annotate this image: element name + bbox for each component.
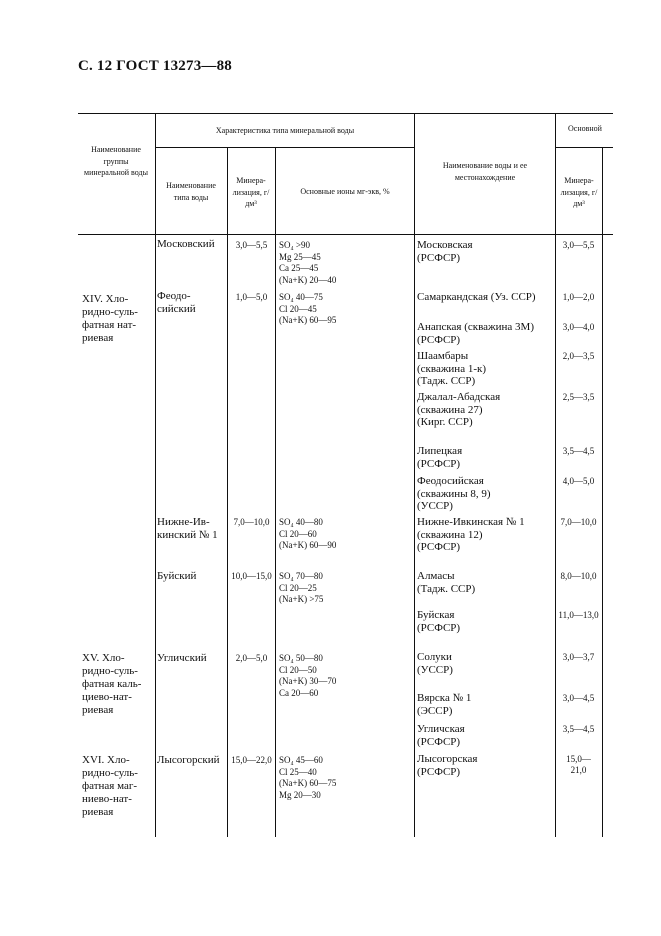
water-name-line: (РСФСР) bbox=[417, 333, 461, 346]
subheader-rule-left bbox=[155, 147, 414, 148]
type-ions bbox=[279, 240, 336, 286]
ion-line: (Na+K) 20—40 bbox=[279, 274, 337, 285]
water-mineralization-line: 3,5—4,5 bbox=[562, 446, 595, 456]
ion-line: Ca 20—60 bbox=[279, 687, 319, 698]
water-name-line: Московская bbox=[417, 239, 473, 251]
water-mineralization-line: 15,0— bbox=[566, 754, 591, 764]
water-mineralization bbox=[555, 610, 602, 621]
water-name-line: Вярска № 1 bbox=[417, 692, 472, 704]
water-name-line: (скважина 27) bbox=[417, 403, 483, 416]
ion-line: (Na+K) >75 bbox=[279, 594, 324, 604]
column-divider bbox=[155, 113, 156, 837]
type-name: Феодо-сийский bbox=[157, 290, 196, 315]
water-name-line: (Тадж. ССР) bbox=[417, 375, 476, 387]
water-mineralization-line: 8,0—10,0 bbox=[560, 571, 597, 581]
water-mineralization bbox=[555, 476, 602, 487]
page-header: С. 12 ГОСТ 13273—88 bbox=[78, 58, 232, 74]
header-water-name-location: Наименование воды и ее местонахождение bbox=[442, 161, 528, 182]
water-mineralization bbox=[555, 351, 602, 362]
ion-line: Ca 25—45 bbox=[279, 263, 319, 273]
water-name-line: Угличская bbox=[417, 723, 465, 735]
header-mineralization: Минера-лизация, г/дм³ bbox=[232, 176, 270, 208]
type-mineralization: 10,0—15,0 bbox=[231, 571, 272, 581]
water-name-line: (РСФСР) bbox=[417, 251, 461, 264]
water-name-line: Буйская bbox=[417, 609, 455, 621]
type-mineralization: 3,0—5,5 bbox=[235, 240, 268, 250]
water-mineralization bbox=[555, 693, 602, 704]
ion-line: Cl 20—50 bbox=[279, 664, 317, 675]
water-name bbox=[417, 516, 525, 554]
water-mineralization-line: 2,0—3,5 bbox=[562, 351, 595, 361]
subheader-rule-right bbox=[555, 147, 613, 148]
type-name: Московский bbox=[157, 238, 215, 250]
header-group-name: Наименование группы минеральной воды bbox=[84, 145, 148, 177]
ion-line: SO₄ 70—80 bbox=[279, 571, 323, 581]
water-name-line: (скважины 8, 9) bbox=[417, 487, 491, 500]
water-name-line: (РСФСР) bbox=[417, 621, 461, 634]
water-name bbox=[417, 239, 473, 264]
water-name-line: Липецкая bbox=[417, 445, 463, 457]
water-name bbox=[417, 570, 475, 595]
water-name-line: (Тадж. ССР) bbox=[417, 582, 476, 595]
type-name: Нижне-Ив-кинский № 1 bbox=[157, 516, 218, 541]
water-name-line: (РСФСР) bbox=[417, 735, 461, 748]
type-ions bbox=[279, 292, 336, 327]
water-mineralization-line: 1,0—2,0 bbox=[562, 292, 595, 302]
water-name-line: Нижне-Ивкинская № 1 bbox=[417, 516, 525, 528]
group-name: XIV. Хло-ридно-суль-фатная нат-риевая bbox=[82, 293, 138, 344]
water-mineralization bbox=[555, 240, 602, 251]
water-name-line: Лысогорская bbox=[417, 753, 478, 765]
type-ions bbox=[279, 755, 336, 801]
water-name bbox=[417, 753, 477, 778]
water-mineralization bbox=[555, 517, 602, 528]
water-name-line: Джалал-Абадская bbox=[417, 391, 501, 403]
water-mineralization bbox=[555, 446, 602, 457]
water-name-line: (РСФСР) bbox=[417, 457, 461, 470]
water-name bbox=[417, 692, 471, 717]
ion-line: SO₄ 45—60 bbox=[279, 755, 323, 765]
water-mineralization-line: 3,0—5,5 bbox=[562, 240, 595, 250]
type-ions bbox=[279, 571, 323, 606]
water-name-line: (РСФСР) bbox=[417, 541, 461, 553]
water-name-line: Шаамбары bbox=[417, 350, 469, 362]
water-name-line: (скважина 12) bbox=[417, 528, 483, 541]
header-bottom-rule bbox=[78, 234, 613, 235]
header-main-ions: Основные ионы мг-экв, % bbox=[300, 187, 390, 196]
type-name: Лысогорский bbox=[157, 754, 220, 766]
water-name-line: Самаркандская (Уз. ССР) bbox=[417, 291, 536, 303]
ion-line: SO₄ 40—75 bbox=[279, 292, 323, 302]
column-divider bbox=[414, 113, 415, 837]
water-name-line: Алмасы bbox=[417, 570, 455, 582]
type-mineralization: 7,0—10,0 bbox=[233, 517, 270, 527]
water-mineralization-line: 11,0—13,0 bbox=[558, 610, 599, 620]
table-top-rule bbox=[78, 113, 613, 114]
water-name bbox=[417, 291, 536, 304]
water-mineralization bbox=[555, 724, 602, 735]
group-name: XV. Хло-ридно-суль-фатная каль-циево-нат-риевая bbox=[82, 652, 142, 716]
ion-line: SO₄ >90 bbox=[279, 240, 310, 250]
type-mineralization: 15,0—22,0 bbox=[231, 755, 272, 765]
water-name-line: (ЭССР) bbox=[417, 704, 453, 717]
ion-line: Cl 20—45 bbox=[279, 303, 317, 314]
type-mineralization: 2,0—5,0 bbox=[235, 653, 268, 663]
group-name: XVI. Хло-ридно-суль-фатная маг-ниево-нат-риевая bbox=[82, 754, 138, 818]
type-mineralization: 1,0—5,0 bbox=[235, 292, 268, 302]
type-name: Буйский bbox=[157, 570, 197, 582]
ion-line: Mg 25—45 bbox=[279, 251, 321, 262]
water-name bbox=[417, 651, 453, 676]
ion-line: SO₄ 40—80 bbox=[279, 517, 323, 527]
water-name bbox=[417, 391, 500, 429]
header-type-characteristic: Характеристика типа минеральной воды bbox=[215, 126, 355, 135]
water-name-line: (РСФСР) bbox=[417, 765, 461, 778]
header-type-name: Наименование типа воды bbox=[166, 181, 216, 202]
ion-line: (Na+K) 60—75 bbox=[279, 778, 337, 788]
water-name bbox=[417, 321, 534, 346]
water-name-line: (УССР) bbox=[417, 663, 453, 676]
water-name bbox=[417, 723, 465, 748]
water-mineralization-line: 2,5—3,5 bbox=[562, 392, 595, 402]
water-mineralization-line: 21,0 bbox=[570, 765, 587, 775]
water-mineralization bbox=[555, 392, 602, 403]
water-mineralization bbox=[555, 292, 602, 303]
header-mineralization-2: Минера-лизация, г/дм³ bbox=[560, 176, 598, 208]
ion-line: (Na+K) 60—95 bbox=[279, 315, 337, 325]
water-mineralization-line: 3,0—3,7 bbox=[562, 652, 595, 662]
water-name-line: Анапская (скважина 3М) bbox=[417, 321, 534, 333]
water-mineralization-line: 7,0—10,0 bbox=[560, 517, 597, 527]
water-mineralization bbox=[555, 571, 602, 582]
ion-line: (Na+K) 30—70 bbox=[279, 676, 337, 686]
column-divider bbox=[275, 147, 276, 837]
type-ions bbox=[279, 517, 336, 552]
header-main-partial: Основной bbox=[568, 124, 602, 133]
water-name bbox=[417, 445, 462, 470]
water-name bbox=[417, 350, 486, 388]
ion-line: Cl 20—25 bbox=[279, 582, 317, 593]
column-divider bbox=[602, 147, 603, 837]
water-mineralization-line: 3,5—4,5 bbox=[562, 724, 595, 734]
water-mineralization-line: 4,0—5,0 bbox=[562, 476, 595, 486]
water-name-line: (Кирг. ССР) bbox=[417, 416, 473, 428]
ion-line: Cl 20—60 bbox=[279, 528, 317, 539]
water-name-line: Феодосийская bbox=[417, 475, 484, 487]
ion-line: (Na+K) 60—90 bbox=[279, 540, 337, 550]
water-mineralization bbox=[555, 652, 602, 663]
water-name bbox=[417, 475, 491, 513]
type-ions bbox=[279, 653, 336, 699]
water-name-line: Солуки bbox=[417, 651, 452, 663]
water-mineralization bbox=[555, 322, 602, 333]
water-name bbox=[417, 609, 460, 634]
ion-line: Cl 25—40 bbox=[279, 766, 317, 777]
water-name-line: (скважина 1-к) bbox=[417, 362, 486, 375]
water-mineralization-line: 3,0—4,0 bbox=[562, 322, 595, 332]
water-mineralization-line: 3,0—4,5 bbox=[562, 693, 595, 703]
type-name: Угличский bbox=[157, 652, 207, 664]
ion-line: Mg 20—30 bbox=[279, 789, 321, 800]
ion-line: SO₄ 50—80 bbox=[279, 653, 323, 663]
water-mineralization bbox=[555, 754, 602, 776]
water-name-line: (УССР) bbox=[417, 500, 453, 512]
